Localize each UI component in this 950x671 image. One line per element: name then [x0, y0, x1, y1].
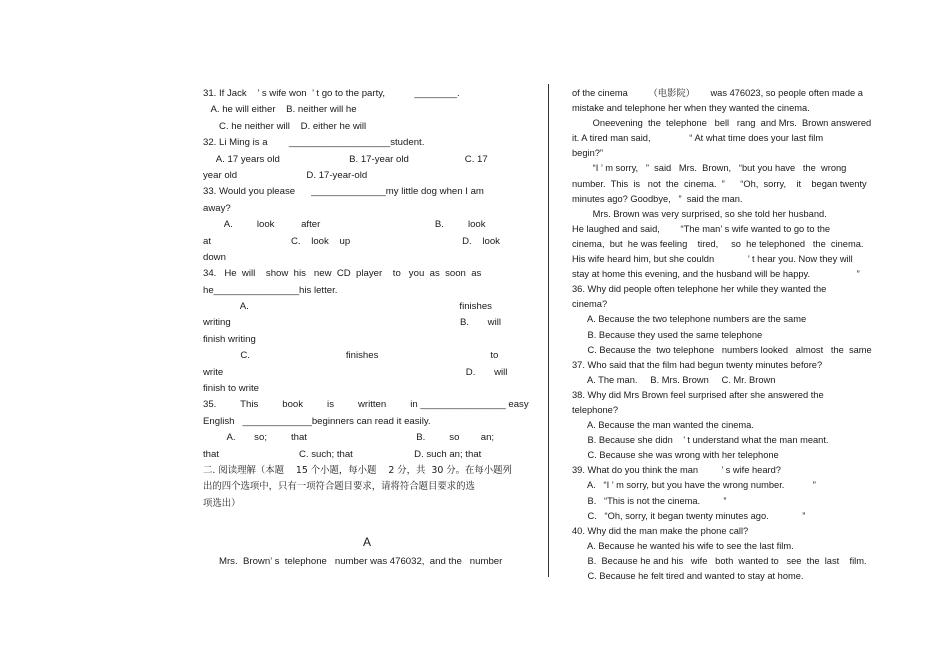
text-line: stay at home this evening, and the husband will be happy. ”	[572, 269, 860, 280]
text-line: B. “This is not the cinema. ”	[572, 495, 727, 506]
text-line: number. This is not the cinema. ” “Oh, sorry, it began twenty	[572, 178, 867, 189]
text-line: C. Because the two telephone numbers looked almost the same	[572, 344, 872, 355]
text-line: 33. Would you please ______________my little dog when I am	[203, 186, 484, 198]
text-line: away?	[203, 202, 231, 214]
text-line: 39. What do you think the man ’ s wife heard?	[572, 465, 781, 476]
text-line: 31. If Jack ’ s wife won ’ t go to the party, ________.	[203, 88, 460, 99]
text-line: A. 17 years old B. 17-year old C. 17	[203, 153, 488, 165]
text-line: cinema?	[572, 299, 608, 310]
text-line: 40. Why did the man make the phone call?	[572, 525, 749, 536]
text-line: English _____________beginners can read it easily.	[203, 415, 431, 427]
left-questions	[203, 86, 531, 512]
text-line: minutes ago? Goodbye, ” said the man.	[572, 193, 743, 204]
text-line: at C. look up D. look	[203, 235, 500, 247]
text-line: B. Because he and his wife both wanted to see the last film.	[572, 555, 867, 566]
text-line: 出的四个选项中，只有一项符合题目要求，请将符合题目要求的选	[203, 481, 475, 493]
right-passage-and-questions	[572, 86, 904, 584]
text-line: begin?”	[572, 148, 604, 159]
text-line: A. Because he wanted his wife to see the last film.	[572, 540, 794, 551]
text-line: A. The man. B. Mrs. Brown C. Mr. Brown	[572, 374, 776, 385]
text-line: A. he will either B. neither will he	[203, 104, 357, 116]
text-line: mistake and telephone her when they wanted the cinema.	[572, 103, 810, 114]
text-line: C. he neither will D. either he will	[203, 120, 367, 132]
text-line: B. Because they used the same telephone	[572, 329, 763, 340]
text-line: telephone?	[572, 404, 619, 415]
text-line: C. “Oh, sorry, it began twenty minutes ago. ”	[572, 510, 806, 521]
left-column	[203, 86, 531, 571]
text-line: He laughed and said, “The man’ s wife wanted to go to the	[572, 223, 831, 234]
section-title: A	[362, 535, 371, 550]
column-divider	[548, 84, 549, 577]
text-line: Oneevening the telephone bell rang and Mrs. Brown answered	[572, 118, 872, 129]
text-line: A. “I ’ m sorry, but you have the wrong number. ”	[572, 480, 816, 491]
text-line: 项选出）	[203, 497, 241, 509]
text-line: that C. such; that D. such an; that	[203, 448, 482, 460]
text-line: A. Because the two telephone numbers are the same	[572, 314, 807, 325]
passage-first-line: Mrs. Brown’ s telephone number was 476032, and the number	[203, 556, 503, 568]
text-line: 37. Who said that the film had begun twenty minutes before?	[572, 359, 823, 370]
text-line: C. Because she was wrong with her telephone	[572, 450, 779, 461]
text-line: B. Because she didn ’ t understand what the man meant.	[572, 435, 829, 446]
text-line: 35. This book is written in ________________ easy	[203, 399, 529, 411]
text-line: he________________his letter.	[203, 284, 338, 296]
text-line: cinema, but he was feeling tired, so he telephoned the cinema.	[572, 238, 864, 249]
text-line: 36. Why did people often telephone her while they wanted the	[572, 284, 827, 295]
text-line: writing B. will	[203, 317, 501, 329]
text-line: A. so; that B. so an;	[203, 432, 495, 444]
text-line: 34. He will show his new CD player to you as soon as	[203, 268, 482, 280]
text-line: Mrs. Brown was very surprised, so she told her husband.	[572, 208, 827, 219]
text-line: “I ’ m sorry, ” said Mrs. Brown, “but you have the wrong	[572, 163, 847, 174]
text-line: C. finishes to	[203, 350, 499, 362]
text-line: finish to write	[203, 383, 259, 395]
text-line: 二. 阅读理解（本题 15 个小题，每小题 2 分，共 30 分。在每小题列	[203, 464, 512, 476]
text-line: C. Because he felt tired and wanted to stay at home.	[572, 571, 804, 581]
right-column	[572, 86, 904, 584]
text-line: A. finishes	[203, 301, 492, 313]
text-line: year old D. 17-year-old	[203, 169, 368, 181]
text-line: down	[203, 251, 226, 263]
text-line: finish writing	[203, 333, 256, 345]
text-line: 38. Why did Mrs Brown feel surprised after she answered the	[572, 389, 824, 400]
text-line: write D. will	[203, 366, 508, 378]
text-line: it. A tired man said, “ At what time does your last film	[572, 133, 824, 144]
text-line: of the cinema （电影院） was 476023, so people often made a	[572, 88, 863, 98]
text-line: 32. Li Ming is a ___________________student.	[203, 137, 425, 149]
text-line: A. look after B. look	[203, 219, 486, 231]
text-line: His wife heard him, but she couldn ’ t hear you. Now they will	[572, 254, 853, 265]
text-line: A. Because the man wanted the cinema.	[572, 420, 754, 431]
